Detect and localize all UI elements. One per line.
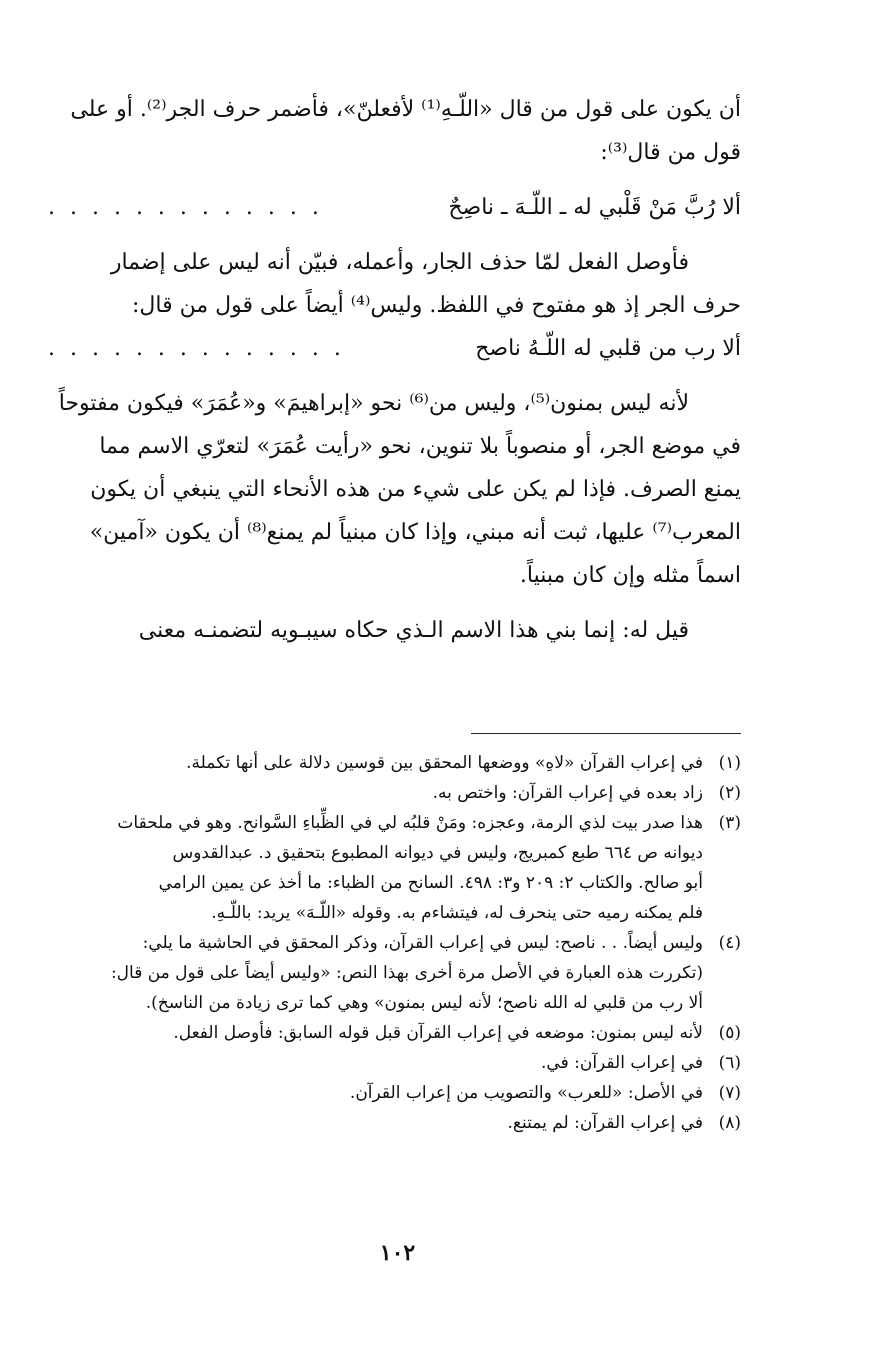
- verse-2-text: ألا رب من قلبي له اللّـهُ ناصح: [475, 336, 741, 361]
- footnote-1: [48, 748, 741, 778]
- verse-1-dots: . . . . . . . . . . . . .: [48, 195, 323, 220]
- footnote-body: [48, 1048, 703, 1078]
- para-2-line-2: حرف الجر إذ هو مفتوح في اللفظ. وليس⁽⁴⁾ أيضاً على قول من قال:: [131, 293, 741, 318]
- para-2-line-1: فأوصل الفعل لمّا حذف الجار، وأعمله، فبيّن أنه ليس على إضمار: [110, 250, 689, 275]
- footnote-3: [48, 808, 741, 928]
- footnote-line: لأنه ليس بمنون: موضعه في إعراب القرآن قبل قوله السابق: فأوصل الفعل.: [173, 1023, 703, 1043]
- para-4-line-1: قيل له: إنما بني هذا الاسم الـذي حكاه سيبـويه لتضمنـه معنى: [138, 618, 689, 643]
- footnote-number: (٦): [718, 1053, 741, 1073]
- footnote-line: هذا صدر بيت لذي الرمة، وعجزه: ومَنْ قلبُه لي في الظِّباءِ السَّوانح. وهو في ملحقات: [117, 813, 703, 833]
- footnote-line: في إعراب القرآن: لم يمتنع.: [507, 1113, 703, 1133]
- footnote-line: أبو صالح. والكتاب ٢: ٢٠٩ و٣: ٤٩٨. السانح من الظباء: ما أخذ عن يمين الرامي: [158, 873, 703, 893]
- main-body: [48, 88, 741, 652]
- footnote-number: (٢): [718, 783, 741, 803]
- verse-1-text: ألا رُبَّ مَنْ قَلْبي له ـ اللّـهَ ـ ناصِحٌ: [448, 195, 741, 220]
- footnote-number: (٥): [718, 1023, 741, 1043]
- footnote-number: (٣): [718, 813, 741, 833]
- footnote-line: ألا رب من قلبي له الله ناصح؛ لأنه ليس بمنون» وهي كما ترى زيادة من الناسخ).: [145, 993, 703, 1013]
- para-3-line-1: لأنه ليس بمنون⁽⁵⁾، وليس من⁽⁶⁾ نحو «إبراهيمَ» و«عُمَرَ» فيكون مفتوحاً: [58, 391, 689, 416]
- footnote-body: [48, 748, 703, 778]
- footnote-5: [48, 1018, 741, 1048]
- footnote-separator: [471, 733, 741, 734]
- footnote-number: (١): [718, 753, 741, 773]
- footnote-number: (٧): [718, 1083, 741, 1103]
- footnote-line: (تكررت هذه العبارة في الأصل مرة أخرى بهذا النص: «وليس أيضاً على قول من قال:: [110, 963, 703, 983]
- footnote-line: فلم يمكنه رميه حتى ينحرف له، فيتشاءم به. وقوله «اللّـهَ» يريد: باللّـهِ.: [211, 903, 703, 923]
- para-3-line-5: اسماً مثله وإن كان مبنياً.: [519, 563, 741, 588]
- footnote-6: [48, 1048, 741, 1078]
- footnote-8: [48, 1108, 741, 1138]
- page-number: ١٠٢: [379, 1240, 416, 1266]
- footnote-7: [48, 1078, 741, 1108]
- footnote-line: في إعراب القرآن «لاهِ» ووضعها المحقق بين قوسين دلالة على أنها تكملة.: [186, 753, 703, 773]
- verse-1: [48, 186, 741, 229]
- footnote-line: وليس أيضاً. . . ناصح: ليس في إعراب القرآن، وذكر المحقق في الحاشية ما يلي:: [142, 933, 703, 953]
- footnotes: [48, 748, 741, 1138]
- footnote-line: في الأصل: «للعرب» والتصويب من إعراب القرآن.: [349, 1083, 703, 1103]
- para-1-line-1: أن يكون على قول من قال «اللّـهِ⁽¹⁾ لأفعلنّ»، فأضمر حرف الجر⁽²⁾. أو على: [70, 97, 741, 122]
- para-3-line-4: المعرب⁽⁷⁾ عليها، ثبت أنه مبني، وإذا كان مبنياً لم يمنع⁽⁸⁾ أن يكون «آمين»: [89, 520, 741, 545]
- footnote-number: (٨): [718, 1113, 741, 1133]
- footnote-body: [48, 808, 703, 928]
- main-text: [48, 88, 741, 652]
- footnote-body: [48, 1108, 703, 1138]
- footnote-body: [48, 778, 703, 808]
- verse-2-dots: . . . . . . . . . . . . . .: [48, 336, 345, 361]
- verse-2: [48, 327, 741, 370]
- footnote-2: [48, 778, 741, 808]
- footnote-line: في إعراب القرآن: في.: [541, 1053, 703, 1073]
- para-1-line-2: قول من قال⁽³⁾:: [600, 140, 741, 165]
- footnote-body: [48, 1018, 703, 1048]
- footnote-line: ديوانه ص ٦٦٤ طبع كمبريج، وليس في ديوانه المطبوع بتحقيق د. عبدالقدوس: [172, 843, 703, 863]
- footnote-number: (٤): [718, 933, 741, 953]
- para-3-line-3: يمنع الصرف. فإذا لم يكن على شيء من هذه الأنحاء التي ينبغي أن يكون: [90, 477, 741, 502]
- footnote-line: زاد بعده في إعراب القرآن: واختص به.: [432, 783, 703, 803]
- footnote-body: [48, 928, 703, 1018]
- footnote-4: [48, 928, 741, 1018]
- footnote-body: [48, 1078, 703, 1108]
- para-3-line-2: في موضع الجر، أو منصوباً بلا تنوين، نحو «رأيت عُمَرَ» لتعرّي الاسم مما: [99, 434, 741, 459]
